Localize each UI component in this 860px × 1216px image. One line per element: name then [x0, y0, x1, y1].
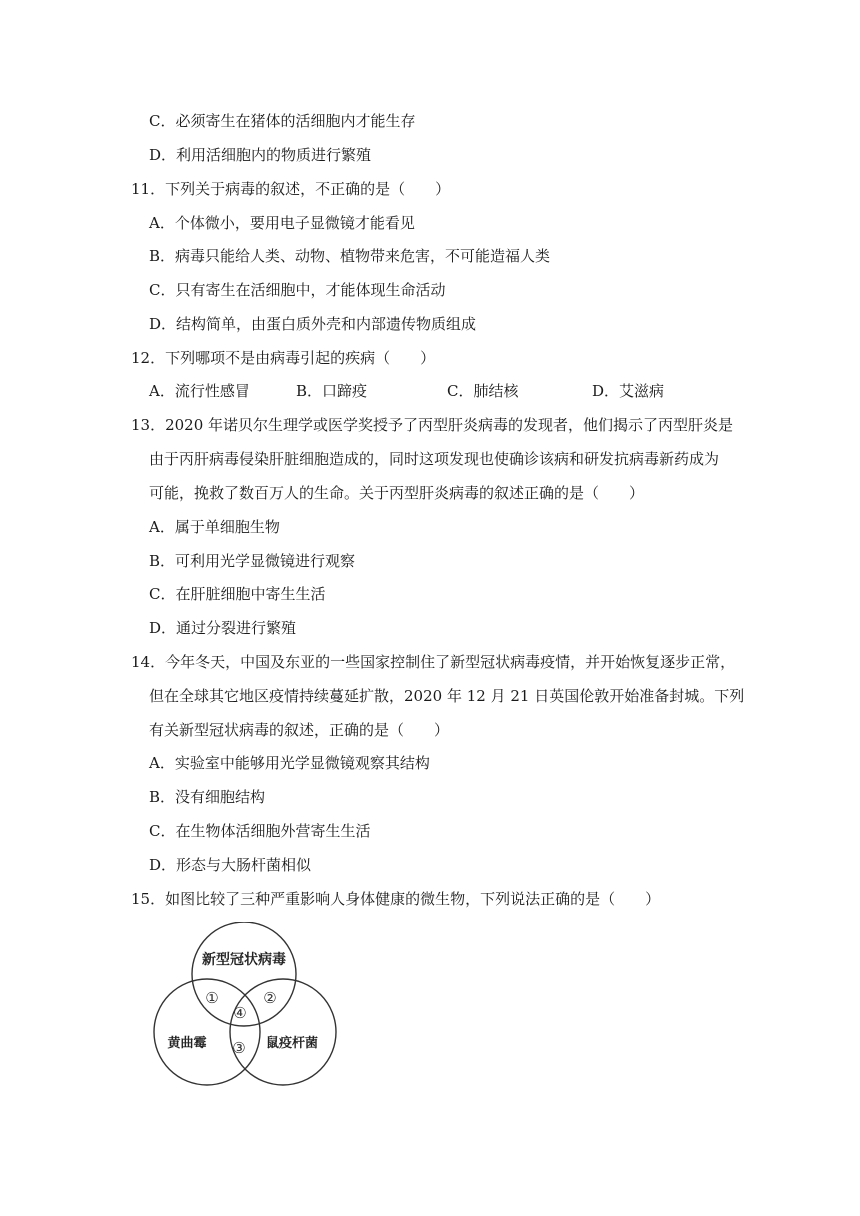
q12-option-d: D．艾滋病: [592, 382, 665, 400]
q11-option-b: B．病毒只能给人类、动物、植物带来危害，不可能造福人类: [149, 247, 551, 265]
venn-region-3: ③: [232, 1039, 246, 1057]
venn-label-top: 新型冠状病毒: [202, 952, 286, 968]
q12-option-a: A．流行性感冒: [149, 382, 250, 400]
q12-stem: 12．下列哪项不是由病毒引起的疾病（ ）: [131, 349, 436, 367]
venn-region-2: ②: [263, 989, 277, 1007]
q10-option-d: D．利用活细胞内的物质进行繁殖: [149, 146, 372, 164]
q13-stem-line3: 可能，挽救了数百万人的生命。关于丙型肝炎病毒的叙述正确的是（ ）: [149, 484, 645, 502]
q13-option-b: B．可利用光学显微镜进行观察: [149, 552, 356, 570]
q13-stem-line2: 由于丙肝病毒侵染肝脏细胞造成的，同时这项发现也使确诊该病和研发抗病毒新药成为: [149, 450, 720, 468]
q11-option-d: D．结构简单，由蛋白质外壳和内部遗传物质组成: [149, 315, 477, 333]
venn-label-right: 鼠疫杆菌: [265, 1036, 319, 1051]
venn-diagram: [150, 922, 340, 1087]
q12-option-c: C．肺结核: [447, 382, 519, 400]
q13-option-d: D．通过分裂进行繁殖: [149, 619, 297, 637]
q14-option-d: D．形态与大肠杆菌相似: [149, 856, 312, 874]
q12-options: [149, 381, 709, 401]
q15-stem: 15．如图比较了三种严重影响人身体健康的微生物，下列说法正确的是（ ）: [131, 890, 661, 908]
q13-stem-line1: 13．2020 年诺贝尔生理学或医学奖授予了丙型肝炎病毒的发现者，他们揭示了丙型肝炎是: [131, 416, 734, 434]
q14-option-b: B．没有细胞结构: [149, 788, 266, 806]
q14-stem-line1: 14．今年冬天，中国及东亚的一些国家控制住了新型冠状病毒疫情，并开始恢复逐步正常，: [131, 653, 736, 671]
q13-option-a: A．属于单细胞生物: [149, 518, 280, 536]
q14-stem-line2: 但在全球其它地区疫情持续蔓延扩散，2020 年 12 月 21 日英国伦敦开始准备封城。下列: [149, 687, 745, 705]
venn-region-4: ④: [233, 1004, 247, 1022]
venn-region-1: ①: [205, 989, 219, 1007]
q14-option-a: A．实验室中能够用光学显微镜观察其结构: [149, 754, 430, 772]
venn-circle-right: [230, 979, 336, 1085]
q11-option-a: A．个体微小，要用电子显微镜才能看见: [149, 214, 415, 232]
q14-stem-line3: 有关新型冠状病毒的叙述，正确的是（ ）: [149, 721, 450, 739]
q10-option-c: C．必须寄生在猪体的活细胞内才能生存: [149, 112, 416, 130]
q11-option-c: C．只有寄生在活细胞中，才能体现生命活动: [149, 281, 446, 299]
q12-option-b: B．口蹄疫: [296, 382, 368, 400]
q13-option-c: C．在肝脏细胞中寄生生活: [149, 585, 326, 603]
q14-option-c: C．在生物体活细胞外营寄生生活: [149, 822, 371, 840]
q11-stem: 11．下列关于病毒的叙述，不正确的是（ ）: [131, 180, 451, 198]
venn-label-left: 黄曲霉: [167, 1036, 207, 1051]
